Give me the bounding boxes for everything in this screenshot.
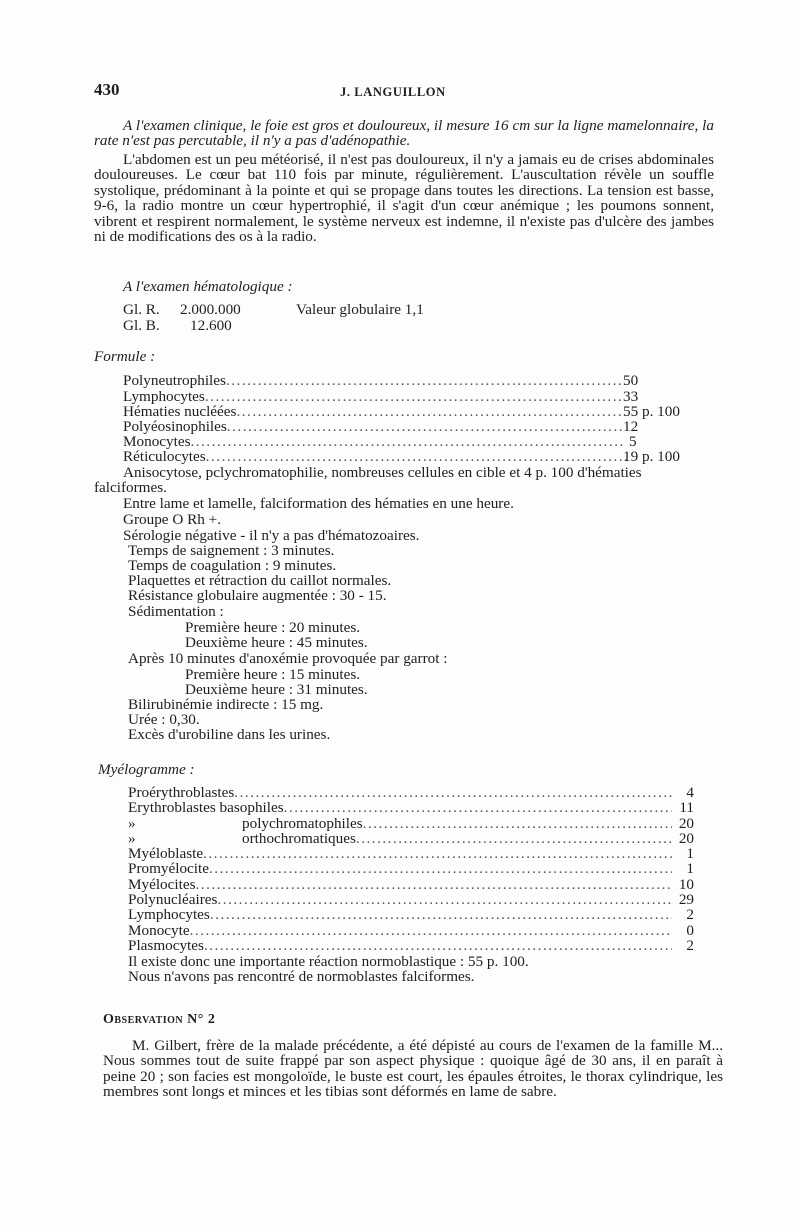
- saignement-line: Temps de saignement : 3 minutes.: [128, 542, 335, 559]
- myelo-row: Erythroblastes basophiles ..... 11: [128, 800, 694, 815]
- anisocytose-cont: falciformes.: [94, 479, 167, 496]
- serologie-line: Sérologie négative - il n'y a pas d'hématozoaires.: [123, 527, 420, 544]
- formule-heading: Formule :: [94, 348, 156, 365]
- valeur-globulaire: Valeur globulaire 1,1: [296, 301, 424, 318]
- anox-second-hour: Deuxième heure : 31 minutes.: [185, 681, 368, 698]
- intro-paragraph-1: [94, 118, 714, 149]
- gr-label: Gl. R.: [123, 301, 160, 318]
- intro-paragraph-2: [94, 152, 714, 244]
- anisocytose-line: Anisocytose, pclychromatophilie, nombreuses cellules en cible et 4 p. 100 d'hématies: [123, 464, 642, 481]
- falciformation-line: Entre lame et lamelle, falciformation des hématies en une heure.: [123, 495, 514, 512]
- sed-second-hour: Deuxième heure : 45 minutes.: [185, 634, 368, 651]
- observation-heading: Observation N° 2: [103, 1012, 216, 1027]
- myelo-row: Myéloblaste ..... 1: [128, 846, 694, 861]
- gb-label: Gl. B.: [123, 317, 160, 334]
- formule-row: Polyneutrophiles ..... 50: [123, 373, 713, 388]
- formule-row: Lymphocytes ..... 33: [123, 389, 713, 404]
- myelo-row: Monocyte ..... 0: [128, 923, 694, 938]
- hemato-heading: A l'examen hématologique :: [123, 278, 293, 295]
- intro-text-2: L'abdomen est un peu météorisé, il n'est pas douloureux, il n'y a jamais eu de crises abdominales douloureuses. Le cœur bat 110 fois par minute, régulièrement. L'auscultation révèle un souffle systolique, prédominant à la pointe et qui se propage dans toutes les directions. La tension est basse, 9-6, la radio montre un cœur hypertrophié, il s'agit d'un cœur anémique ; les poumons sonnent, vibrent et respirent normalement, le système nerveux est indemne, il n'existe pas d'ulcère des jambes ni de modifications des os à la radio.: [94, 151, 714, 246]
- myelo-row: Lymphocytes ..... 2: [128, 907, 694, 922]
- sed-first-hour: Première heure : 20 minutes.: [185, 619, 361, 636]
- plaquettes-line: Plaquettes et rétraction du caillot normales.: [128, 572, 392, 589]
- urobiline-line: Excès d'urobiline dans les urines.: [128, 726, 331, 743]
- gr-value: 2.000.000: [180, 301, 241, 318]
- anoxemie-line: Après 10 minutes d'anoxémie provoquée par garrot :: [128, 650, 448, 667]
- myelogramme-heading: Myélogramme :: [98, 761, 195, 778]
- formule-row: Monocytes ..... 5: [123, 434, 713, 449]
- running-head-author: J. LANGUILLON: [340, 85, 446, 99]
- coagulation-line: Temps de coagulation : 9 minutes.: [128, 557, 337, 574]
- groupe-line: Groupe O Rh +.: [123, 511, 221, 528]
- myelo-row: Promyélocite ..... 1: [128, 861, 694, 876]
- myelo-row: » polychromatophiles ..... 20: [128, 816, 694, 831]
- myelo-row: Polynucléaires ..... 29: [128, 892, 694, 907]
- gb-value: 12.600: [190, 317, 232, 334]
- myelo-row: » orthochromatiques ..... 20: [128, 831, 694, 846]
- formule-row: Polyéosinophiles ..... 12: [123, 419, 713, 434]
- bilirubinemie-line: Bilirubinémie indirecte : 15 mg.: [128, 696, 324, 713]
- uree-line: Urée : 0,30.: [128, 711, 200, 728]
- page-number: 430: [94, 80, 120, 99]
- observation-paragraph: [103, 1038, 723, 1100]
- anox-first-hour: Première heure : 15 minutes.: [185, 666, 361, 683]
- myelo-row: Proérythroblastes ..... 4: [128, 785, 694, 800]
- sedimentation-line: Sédimentation :: [128, 603, 224, 620]
- resistance-line: Résistance globulaire augmentée : 30 - 15.: [128, 587, 387, 604]
- myelo-row: Plasmocytes ..... 2: [128, 938, 694, 953]
- formule-row: Hématies nucléées ..... 55 p. 100: [123, 404, 713, 419]
- formule-row: Réticulocytes ..... 19 p. 100: [123, 449, 713, 464]
- observation-text: M. Gilbert, frère de la malade précédente, a été dépisté au cours de l'examen de la famille M... Nous sommes tout de suite frappé par son aspect physique : quoique âgé de 30 ans, il en paraît à peine 20 ; son facies est mongoloïde, le buste est court, les épaules étroites, le thorax cylindrique, les membres sont longs et minces et les tibias sont déformés en lame de sabre.: [103, 1037, 723, 1101]
- myelo-note-2: Nous n'avons pas rencontré de normoblastes falciformes.: [128, 968, 475, 985]
- myelo-row: Myélocites ..... 10: [128, 877, 694, 892]
- myelo-note-1: Il existe donc une importante réaction normoblastique : 55 p. 100.: [128, 953, 529, 970]
- intro-text-1: A l'examen clinique, le foie est gros et douloureux, il mesure 16 cm sur la ligne mamelonnaire, la rate n'est pas percutable, il n'y a pas d'adénopathie.: [94, 117, 714, 150]
